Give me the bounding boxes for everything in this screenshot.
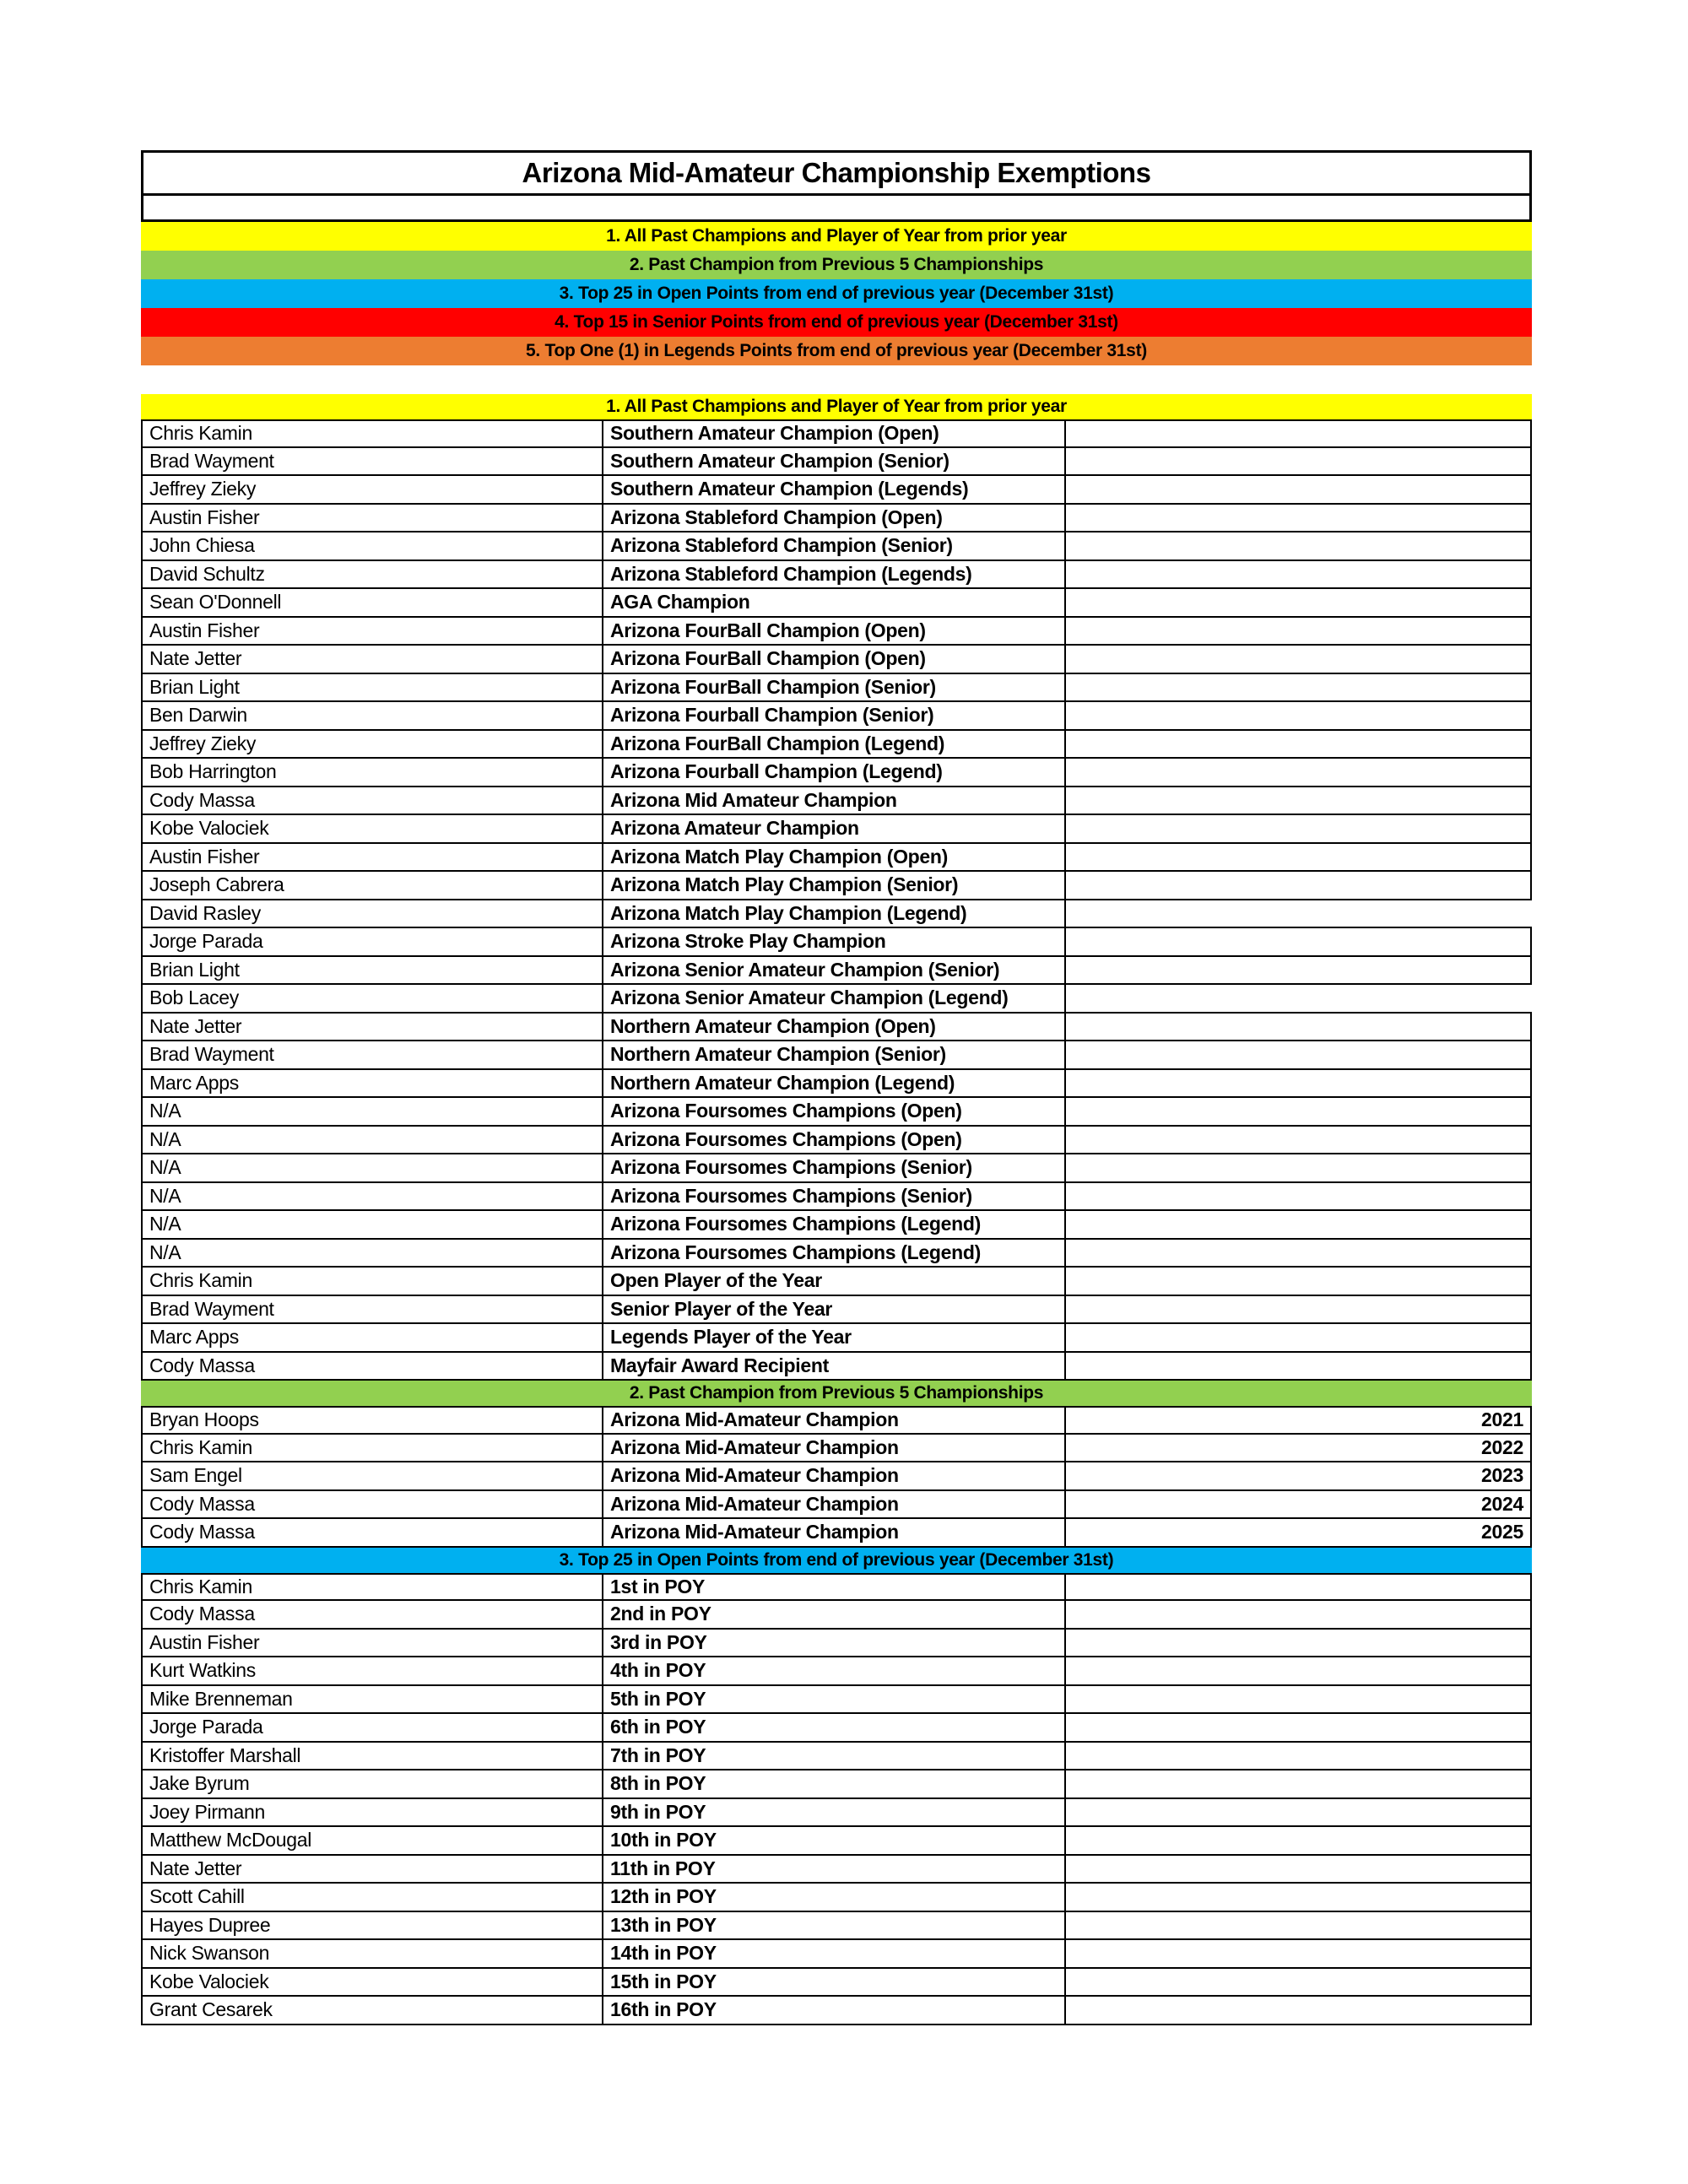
table-row bbox=[141, 646, 1532, 674]
player-name-cell: Cody Massa bbox=[141, 1491, 603, 1518]
player-name-cell: Jake Byrum bbox=[141, 1770, 603, 1797]
table-row bbox=[141, 1997, 1532, 2025]
year-cell bbox=[1066, 1969, 1532, 1996]
player-name-cell: Mike Brenneman bbox=[141, 1686, 603, 1713]
table-row bbox=[141, 1324, 1532, 1353]
player-name-cell: Brad Wayment bbox=[141, 448, 603, 475]
year-cell bbox=[1066, 1324, 1532, 1351]
player-name-cell: Kurt Watkins bbox=[141, 1657, 603, 1684]
table-row bbox=[141, 589, 1532, 618]
year-cell bbox=[1066, 1183, 1532, 1210]
year-cell bbox=[1066, 957, 1532, 984]
player-name-cell: Kristoffer Marshall bbox=[141, 1743, 603, 1770]
player-name-cell: N/A bbox=[141, 1211, 603, 1238]
year-cell bbox=[1066, 1211, 1532, 1238]
player-name-cell: Bryan Hoops bbox=[141, 1408, 603, 1433]
player-name-cell: Cody Massa bbox=[141, 1601, 603, 1628]
year-cell bbox=[1066, 1856, 1532, 1883]
year-cell bbox=[1066, 1714, 1532, 1741]
player-name-cell: Austin Fisher bbox=[141, 505, 603, 532]
empty-header-row bbox=[141, 196, 1532, 222]
player-name-cell: Jorge Parada bbox=[141, 928, 603, 955]
year-cell bbox=[1066, 674, 1532, 701]
exemption-title-cell: Arizona Senior Amateur Champion (Legend) bbox=[603, 985, 1066, 1012]
year-cell bbox=[1066, 505, 1532, 532]
year-cell bbox=[1066, 1127, 1532, 1154]
player-name-cell: Chris Kamin bbox=[141, 1268, 603, 1295]
exemptions-sheet bbox=[141, 150, 1532, 2025]
year-cell bbox=[1066, 448, 1532, 475]
player-name-cell: Matthew McDougal bbox=[141, 1827, 603, 1854]
table-row bbox=[141, 419, 1532, 448]
page-title: Arizona Mid-Amateur Championship Exemptions bbox=[141, 150, 1532, 196]
exemption-title-cell: Open Player of the Year bbox=[603, 1268, 1066, 1295]
exemption-title-cell: Arizona Foursomes Champions (Open) bbox=[603, 1098, 1066, 1125]
year-cell bbox=[1066, 589, 1532, 616]
exemption-title-cell: Northern Amateur Champion (Senior) bbox=[603, 1041, 1066, 1068]
table-row bbox=[141, 1183, 1532, 1212]
year-cell bbox=[1066, 1014, 1532, 1041]
exemption-title-cell: Arizona Foursomes Champions (Legend) bbox=[603, 1211, 1066, 1238]
player-name-cell: Jorge Parada bbox=[141, 1714, 603, 1741]
exemption-title-cell: 8th in POY bbox=[603, 1770, 1066, 1797]
exemption-title-cell: Arizona FourBall Champion (Legend) bbox=[603, 731, 1066, 758]
exemption-title-cell: Arizona Stableford Champion (Open) bbox=[603, 505, 1066, 532]
table-row bbox=[141, 1799, 1532, 1828]
year-cell bbox=[1066, 1601, 1532, 1628]
table-row bbox=[141, 1491, 1532, 1520]
player-name-cell: Sean O'Donnell bbox=[141, 589, 603, 616]
exemption-title-cell: Southern Amateur Champion (Open) bbox=[603, 421, 1066, 446]
player-name-cell: Grant Cesarek bbox=[141, 1997, 603, 2024]
exemption-title-cell: 14th in POY bbox=[603, 1940, 1066, 1967]
player-name-cell: Chris Kamin bbox=[141, 1435, 603, 1462]
exemption-title-cell: Southern Amateur Champion (Senior) bbox=[603, 448, 1066, 475]
year-cell bbox=[1066, 1940, 1532, 1967]
exemption-title-cell: Arizona Match Play Champion (Legend) bbox=[603, 900, 1066, 927]
exemption-title-cell: 12th in POY bbox=[603, 1884, 1066, 1911]
exemption-title-cell: 9th in POY bbox=[603, 1799, 1066, 1826]
table-row bbox=[141, 1912, 1532, 1941]
year-cell bbox=[1066, 1070, 1532, 1097]
year-cell bbox=[1066, 1154, 1532, 1181]
section-header-2: 2. Past Champion from Previous 5 Championships bbox=[141, 1381, 1532, 1406]
player-name-cell: Nate Jetter bbox=[141, 1014, 603, 1041]
player-name-cell: Nate Jetter bbox=[141, 1856, 603, 1883]
year-cell bbox=[1066, 787, 1532, 814]
exemption-title-cell: Arizona FourBall Champion (Open) bbox=[603, 618, 1066, 645]
player-name-cell: Austin Fisher bbox=[141, 1630, 603, 1657]
player-name-cell: Kobe Valociek bbox=[141, 815, 603, 842]
year-cell bbox=[1066, 1799, 1532, 1826]
exemption-title-cell: 7th in POY bbox=[603, 1743, 1066, 1770]
table-row bbox=[141, 561, 1532, 590]
year-cell bbox=[1066, 1657, 1532, 1684]
year-cell bbox=[1066, 1912, 1532, 1939]
exemption-title-cell: 16th in POY bbox=[603, 1997, 1066, 2024]
exemption-title-cell: Arizona Mid-Amateur Champion bbox=[603, 1462, 1066, 1489]
exemption-title-cell: Legends Player of the Year bbox=[603, 1324, 1066, 1351]
player-name-cell: Joey Pirmann bbox=[141, 1799, 603, 1826]
table-row bbox=[141, 1743, 1532, 1771]
table-row bbox=[141, 928, 1532, 957]
player-name-cell: David Rasley bbox=[141, 900, 603, 927]
player-name-cell: Austin Fisher bbox=[141, 844, 603, 871]
player-name-cell: Cody Massa bbox=[141, 1353, 603, 1380]
exemption-title-cell: 6th in POY bbox=[603, 1714, 1066, 1741]
player-name-cell: Nate Jetter bbox=[141, 646, 603, 673]
table-row bbox=[141, 1268, 1532, 1296]
year-cell bbox=[1066, 1686, 1532, 1713]
legend-band-4: 4. Top 15 in Senior Points from end of previous year (December 31st) bbox=[141, 308, 1532, 337]
table-row bbox=[141, 731, 1532, 760]
exemption-title-cell: Arizona Foursomes Champions (Senior) bbox=[603, 1183, 1066, 1210]
year-cell bbox=[1066, 872, 1532, 899]
table-row bbox=[141, 1014, 1532, 1042]
table-row bbox=[141, 1601, 1532, 1630]
year-cell bbox=[1066, 1827, 1532, 1854]
player-name-cell: N/A bbox=[141, 1154, 603, 1181]
year-cell: 2023 bbox=[1066, 1462, 1532, 1489]
player-name-cell: Ben Darwin bbox=[141, 702, 603, 729]
table-row bbox=[141, 1969, 1532, 1997]
table-row bbox=[141, 1406, 1532, 1435]
exemption-title-cell: 4th in POY bbox=[603, 1657, 1066, 1684]
table-row bbox=[141, 532, 1532, 561]
exemption-title-cell: Arizona Fourball Champion (Legend) bbox=[603, 759, 1066, 786]
year-cell bbox=[1066, 928, 1532, 955]
table-row bbox=[141, 985, 1532, 1014]
year-cell bbox=[1066, 759, 1532, 786]
exemption-title-cell: Arizona Mid-Amateur Champion bbox=[603, 1408, 1066, 1433]
exemption-title-cell: Arizona Match Play Champion (Senior) bbox=[603, 872, 1066, 899]
player-name-cell: Brad Wayment bbox=[141, 1041, 603, 1068]
year-cell bbox=[1066, 1041, 1532, 1068]
player-name-cell: Marc Apps bbox=[141, 1070, 603, 1097]
player-name-cell: N/A bbox=[141, 1183, 603, 1210]
table-row bbox=[141, 872, 1532, 900]
year-cell bbox=[1066, 532, 1532, 560]
player-name-cell: Joseph Cabrera bbox=[141, 872, 603, 899]
player-name-cell: Brad Wayment bbox=[141, 1296, 603, 1323]
legend-band-5: 5. Top One (1) in Legends Points from end of previous year (December 31st) bbox=[141, 337, 1532, 365]
table-row bbox=[141, 448, 1532, 477]
table-row bbox=[141, 759, 1532, 787]
exemption-title-cell: Northern Amateur Champion (Open) bbox=[603, 1014, 1066, 1041]
legend-band-3: 3. Top 25 in Open Points from end of previous year (December 31st) bbox=[141, 279, 1532, 308]
exemption-title-cell: AGA Champion bbox=[603, 589, 1066, 616]
year-cell: 2022 bbox=[1066, 1435, 1532, 1462]
player-name-cell: Brian Light bbox=[141, 957, 603, 984]
year-cell bbox=[1066, 1884, 1532, 1911]
player-name-cell: Cody Massa bbox=[141, 787, 603, 814]
exemptions-table bbox=[141, 394, 1532, 2025]
table-row bbox=[141, 1657, 1532, 1686]
year-cell bbox=[1066, 1630, 1532, 1657]
year-cell bbox=[1066, 1770, 1532, 1797]
exemption-title-cell: Arizona Mid-Amateur Champion bbox=[603, 1491, 1066, 1518]
section-header-1: 1. All Past Champions and Player of Year from prior year bbox=[141, 394, 1532, 419]
table-row bbox=[141, 1714, 1532, 1743]
exemption-title-cell: 11th in POY bbox=[603, 1856, 1066, 1883]
year-cell bbox=[1066, 476, 1532, 503]
table-row bbox=[141, 1519, 1532, 1548]
year-cell bbox=[1066, 1268, 1532, 1295]
table-row bbox=[141, 674, 1532, 703]
table-row bbox=[141, 1127, 1532, 1155]
exemption-title-cell: Arizona Foursomes Champions (Open) bbox=[603, 1127, 1066, 1154]
exemption-title-cell: Arizona Amateur Champion bbox=[603, 815, 1066, 842]
exemption-title-cell: Arizona Senior Amateur Champion (Senior) bbox=[603, 957, 1066, 984]
table-row bbox=[141, 476, 1532, 505]
year-cell bbox=[1066, 985, 1532, 1012]
year-cell bbox=[1066, 815, 1532, 842]
year-cell: 2024 bbox=[1066, 1491, 1532, 1518]
year-cell bbox=[1066, 421, 1532, 446]
player-name-cell: N/A bbox=[141, 1240, 603, 1267]
player-name-cell: Sam Engel bbox=[141, 1462, 603, 1489]
year-cell: 2025 bbox=[1066, 1519, 1532, 1546]
player-name-cell: Bob Harrington bbox=[141, 759, 603, 786]
year-cell bbox=[1066, 561, 1532, 588]
table-row bbox=[141, 1884, 1532, 1912]
exemption-title-cell: Arizona Mid Amateur Champion bbox=[603, 787, 1066, 814]
exemption-title-cell: Senior Player of the Year bbox=[603, 1296, 1066, 1323]
exemption-title-cell: Northern Amateur Champion (Legend) bbox=[603, 1070, 1066, 1097]
table-row bbox=[141, 1435, 1532, 1463]
table-row bbox=[141, 618, 1532, 646]
exemption-title-cell: Arizona FourBall Champion (Senior) bbox=[603, 674, 1066, 701]
exemption-title-cell: Arizona Fourball Champion (Senior) bbox=[603, 702, 1066, 729]
year-cell: 2021 bbox=[1066, 1408, 1532, 1433]
year-cell bbox=[1066, 1743, 1532, 1770]
player-name-cell: Jeffrey Zieky bbox=[141, 731, 603, 758]
table-row bbox=[141, 1353, 1532, 1381]
player-name-cell: Chris Kamin bbox=[141, 1575, 603, 1600]
exemption-title-cell: Arizona Match Play Champion (Open) bbox=[603, 844, 1066, 871]
spacer bbox=[141, 365, 1532, 394]
exemption-title-cell: 1st in POY bbox=[603, 1575, 1066, 1600]
player-name-cell: John Chiesa bbox=[141, 532, 603, 560]
table-row bbox=[141, 1630, 1532, 1658]
table-row bbox=[141, 957, 1532, 986]
table-row bbox=[141, 1070, 1532, 1099]
player-name-cell: Marc Apps bbox=[141, 1324, 603, 1351]
exemption-title-cell: Arizona FourBall Champion (Open) bbox=[603, 646, 1066, 673]
table-row bbox=[141, 1940, 1532, 1969]
table-row bbox=[141, 1154, 1532, 1183]
table-row bbox=[141, 787, 1532, 816]
year-cell bbox=[1066, 731, 1532, 758]
exemption-title-cell: Arizona Mid-Amateur Champion bbox=[603, 1519, 1066, 1546]
year-cell bbox=[1066, 1240, 1532, 1267]
table-row bbox=[141, 844, 1532, 873]
exemption-title-cell: Arizona Stableford Champion (Legends) bbox=[603, 561, 1066, 588]
exemption-title-cell: Arizona Mid-Amateur Champion bbox=[603, 1435, 1066, 1462]
player-name-cell: Scott Cahill bbox=[141, 1884, 603, 1911]
player-name-cell: Bob Lacey bbox=[141, 985, 603, 1012]
player-name-cell: Austin Fisher bbox=[141, 618, 603, 645]
year-cell bbox=[1066, 702, 1532, 729]
year-cell bbox=[1066, 900, 1532, 927]
legend-band-1: 1. All Past Champions and Player of Year from prior year bbox=[141, 222, 1532, 251]
exemption-title-cell: Arizona Foursomes Champions (Legend) bbox=[603, 1240, 1066, 1267]
year-cell bbox=[1066, 844, 1532, 871]
year-cell bbox=[1066, 618, 1532, 645]
legend-band-2: 2. Past Champion from Previous 5 Championships bbox=[141, 251, 1532, 279]
exemption-title-cell: 2nd in POY bbox=[603, 1601, 1066, 1628]
player-name-cell: David Schultz bbox=[141, 561, 603, 588]
player-name-cell: Brian Light bbox=[141, 674, 603, 701]
player-name-cell: Cody Massa bbox=[141, 1519, 603, 1546]
year-cell bbox=[1066, 1353, 1532, 1380]
player-name-cell: N/A bbox=[141, 1098, 603, 1125]
legend-bands bbox=[141, 222, 1532, 365]
player-name-cell: Jeffrey Zieky bbox=[141, 476, 603, 503]
exemption-title-cell: 13th in POY bbox=[603, 1912, 1066, 1939]
exemption-title-cell: 10th in POY bbox=[603, 1827, 1066, 1854]
year-cell bbox=[1066, 1997, 1532, 2024]
table-row bbox=[141, 1041, 1532, 1070]
exemption-title-cell: 15th in POY bbox=[603, 1969, 1066, 1996]
table-row bbox=[141, 1211, 1532, 1240]
table-row bbox=[141, 1462, 1532, 1491]
exemption-title-cell: Southern Amateur Champion (Legends) bbox=[603, 476, 1066, 503]
table-row bbox=[141, 1856, 1532, 1884]
player-name-cell: Hayes Dupree bbox=[141, 1912, 603, 1939]
exemption-title-cell: Arizona Foursomes Champions (Senior) bbox=[603, 1154, 1066, 1181]
player-name-cell: Chris Kamin bbox=[141, 421, 603, 446]
exemption-title-cell: 3rd in POY bbox=[603, 1630, 1066, 1657]
section-header-3: 3. Top 25 in Open Points from end of previous year (December 31st) bbox=[141, 1548, 1532, 1573]
exemption-title-cell: Arizona Stroke Play Champion bbox=[603, 928, 1066, 955]
player-name-cell: N/A bbox=[141, 1127, 603, 1154]
table-row bbox=[141, 1770, 1532, 1799]
year-cell bbox=[1066, 1575, 1532, 1600]
exemption-title-cell: Arizona Stableford Champion (Senior) bbox=[603, 532, 1066, 560]
table-row bbox=[141, 900, 1532, 929]
table-row bbox=[141, 702, 1532, 731]
year-cell bbox=[1066, 646, 1532, 673]
player-name-cell: Nick Swanson bbox=[141, 1940, 603, 1967]
table-row bbox=[141, 1296, 1532, 1325]
table-row bbox=[141, 1686, 1532, 1715]
table-row bbox=[141, 1827, 1532, 1856]
table-row bbox=[141, 1573, 1532, 1602]
year-cell bbox=[1066, 1098, 1532, 1125]
exemption-title-cell: 5th in POY bbox=[603, 1686, 1066, 1713]
table-row bbox=[141, 815, 1532, 844]
player-name-cell: Kobe Valociek bbox=[141, 1969, 603, 1996]
table-row bbox=[141, 1240, 1532, 1268]
year-cell bbox=[1066, 1296, 1532, 1323]
table-row bbox=[141, 505, 1532, 533]
exemption-title-cell: Mayfair Award Recipient bbox=[603, 1353, 1066, 1380]
table-row bbox=[141, 1098, 1532, 1127]
